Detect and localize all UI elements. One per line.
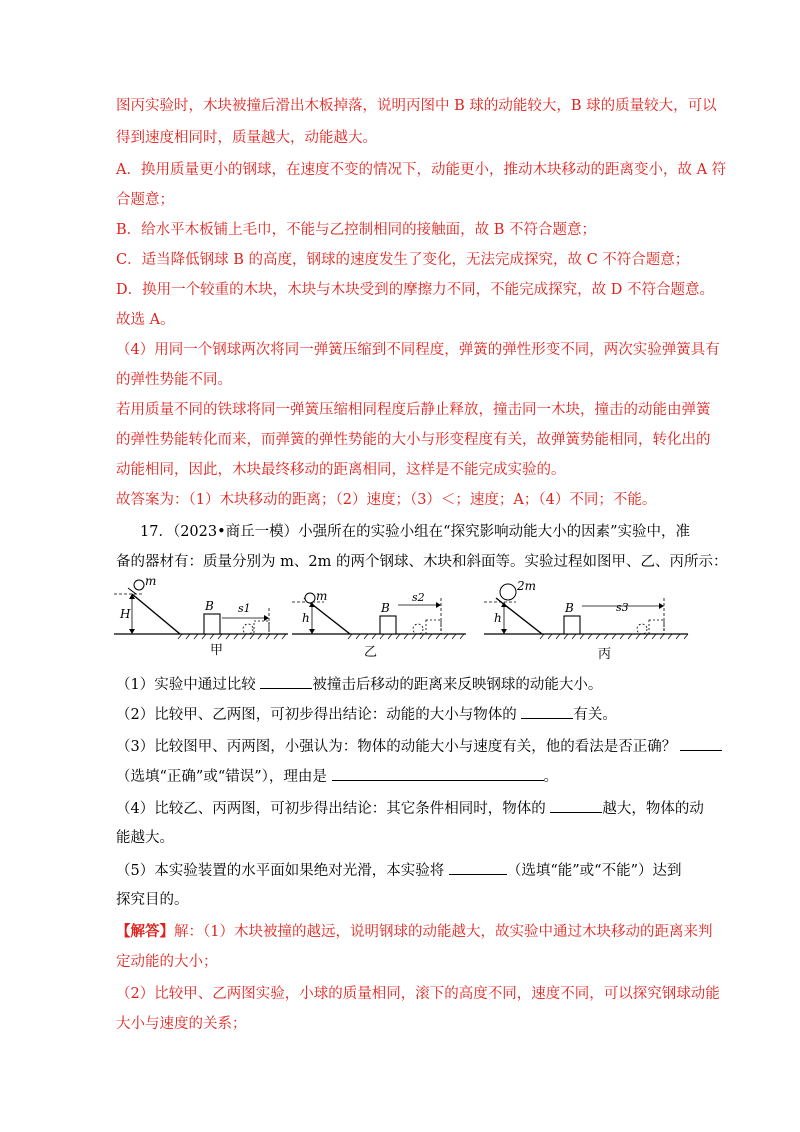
solution-line: 图丙实验时，木块被撞后滑出木板掉落，说明丙图中 B 球的动能较大，B 球的质量较大，可以 (116, 98, 717, 114)
answer-blank[interactable] (260, 674, 312, 689)
block-label: B (205, 599, 214, 613)
solution-part4-line: 若用质量不同的铁球将同一弹簧压缩相同程度后静止释放，撞击同一木块，撞击的动能由弹簧 (116, 402, 711, 418)
subquestion-3-cont: （选填“正确”或“错误”），理由是 。 (116, 766, 558, 787)
panel-caption: 甲 (210, 643, 224, 658)
panel-jia (114, 574, 288, 658)
option-a-line: A．换用质量更小的钢球，在速度不变的情况下，动能更小，推动木块移动的距离变小，故 A 符 (116, 162, 727, 178)
distance-label: s1 (238, 602, 251, 615)
label-h: h (302, 611, 310, 625)
option-b-line: B．给水平木板铺上毛巾，不能与乙控制相同的接触面，故 B 不符合题意； (116, 222, 597, 238)
panel-yi (292, 589, 466, 660)
distance-label: s3 (616, 601, 629, 614)
question-17-intro: 备的器材有：质量分别为 m、2m 的两个钢球、木块和斜面等。实验过程如图甲、乙、丙所示： (116, 554, 728, 570)
subquestion-2: （2）比较甲、乙两图，可初步得出结论：动能的大小与物体的 有关。 (116, 704, 617, 725)
subquestion-5: （5）本实验装置的水平面如果绝对光滑，本实验将 （选填“能”或“不能”）达到 (116, 860, 682, 881)
answer-blank[interactable] (449, 860, 507, 875)
ball-label: m (316, 589, 328, 603)
block-label: B (565, 601, 574, 615)
choice-line: 故选 A。 (116, 312, 175, 328)
distance-label: s2 (412, 591, 425, 604)
block-label: B (381, 601, 390, 615)
solution-part4-line: 的弹性势能不同。 (116, 372, 232, 388)
option-c-line: C．适当降低钢球 B 的高度，钢球的速度发生了变化，无法完成探究，故 C 不符合题意； (116, 252, 690, 268)
ball-label: m (145, 574, 157, 588)
subquestion-4-cont: 能越大。 (116, 830, 174, 846)
answer-line: （2）比较甲、乙两图实验，小球的质量相同，滚下的高度不同，速度不同，可以探究钢球动能 (116, 986, 720, 1002)
option-d-line: D．换用一个较重的木块，木块与木块受到的摩擦力不同，不能完成探究，故 D 不符合题意。 (116, 282, 714, 298)
answer-blank[interactable] (550, 798, 602, 813)
ball-label: 2m (517, 579, 537, 593)
subquestion-5-cont: 探究目的。 (116, 892, 189, 908)
answer-line: 大小与速度的关系； (116, 1016, 247, 1032)
subquestion-1: （1）实验中通过比较 被撞击后移动的距离来反映钢球的动能大小。 (116, 674, 602, 695)
solution-part4-line: （4）用同一个钢球两次将同一弹簧压缩到不同程度，弹簧的弹性形变不同，两次实验弹簧具有 (116, 342, 720, 358)
experiment-figure (112, 572, 692, 664)
answer-blank[interactable] (332, 766, 544, 781)
subquestion-3: （3）比较图甲、丙两图，小强认为：物体的动能大小与速度有关，他的看法是否正确？ (116, 736, 722, 757)
final-answer-line: 故答案为：（1）木块移动的距离；（2）速度；（3）＜；速度；A；（4）不同；不能。 (116, 492, 657, 508)
answer-blank[interactable] (680, 736, 722, 751)
option-a-line: 合题意； (116, 192, 174, 208)
solution-line: 得到速度相同时，质量越大，动能越大。 (116, 130, 377, 146)
answer-line: 定动能的大小； (116, 954, 218, 970)
answer-line: 【解答】解：（1）木块被撞的越远，说明钢球的动能越大，故实验中通过木块移动的距离来判 (116, 923, 713, 940)
subquestion-4: （4）比较乙、丙两图，可初步得出结论：其它条件相同时，物体的 越大，物体的动 (116, 798, 704, 819)
question-17-intro: 17．（2023•商丘一模）小强所在的实验小组在“探究影响动能大小的因素”实验中，准 (140, 524, 690, 540)
solution-part4-line: 动能相同，因此，木块最终移动的距离相同，这样是不能完成实验的。 (116, 462, 566, 478)
panel-bing (484, 579, 688, 662)
answer-tag: 【解答】 (116, 923, 174, 940)
panel-caption: 乙 (364, 645, 378, 660)
label-h: h (494, 611, 502, 625)
label-H: H (120, 607, 131, 621)
solution-part4-line: 的弹性势能转化而来，而弹簧的弹性势能的大小与形变程度有关，故弹簧势能相同，转化出的 (116, 432, 711, 448)
panel-caption: 丙 (598, 647, 612, 662)
answer-blank[interactable] (521, 704, 573, 719)
